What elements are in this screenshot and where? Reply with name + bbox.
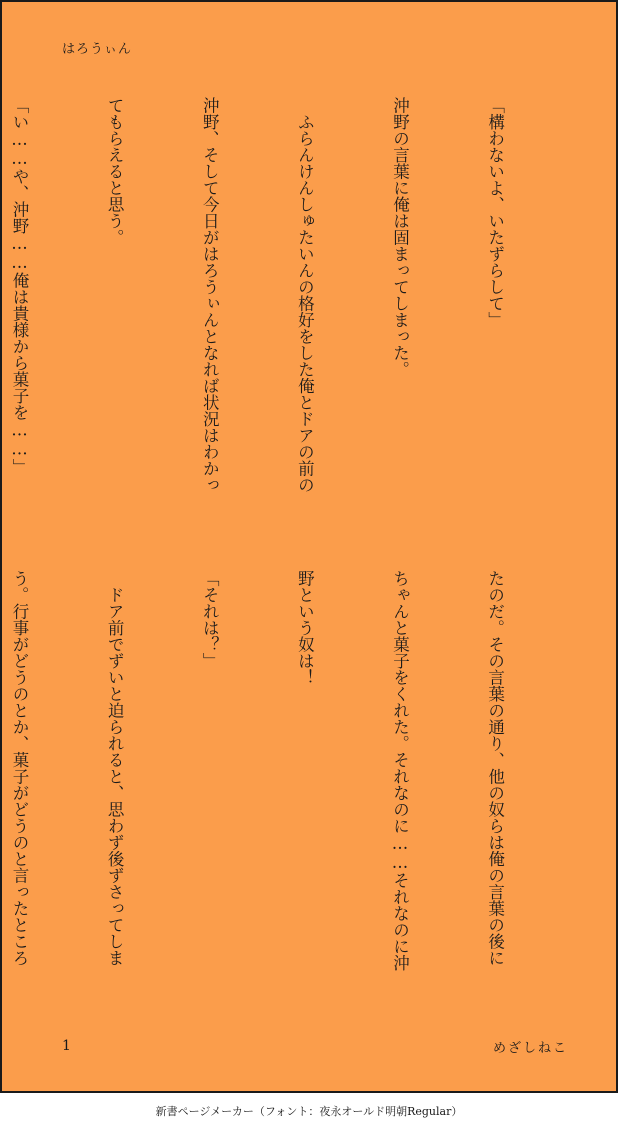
text-line: 「構わないよ、いたずらして」: [485, 97, 505, 328]
text-line: 「い……や、沖野……俺は貴様から菓子を……」: [10, 97, 30, 475]
text-line: ちゃんと菓子をくれた。それなのに……それなのに沖: [390, 570, 410, 971]
text-line: 野という奴は！: [295, 570, 315, 686]
text-line: う。行事がどうのとか、菓子がどうのと言ったところ: [10, 570, 30, 966]
text-line: 沖野の言葉に俺は固まってしまった。: [390, 97, 410, 378]
text-block-bottom: [10, 570, 574, 1000]
generator-caption: 新書ページメーカー（フォント：夜永オールド明朝Regular）: [155, 1105, 463, 1118]
text-line: たのだ。その言葉の通り、他の奴らは俺の言葉の後に: [485, 570, 505, 966]
author-name: めざしねこ: [492, 1041, 568, 1056]
page-header-title: はろうぃん: [62, 42, 133, 57]
text-line: 「それは？」: [200, 570, 220, 669]
text-line: 沖野、そして今日がはろうぃんとなれば状況はわかっ: [200, 97, 220, 493]
text-line: てもらえると思う。: [105, 97, 125, 246]
text-line: ドア前でずいと迫られると、思わず後ずさってしま: [105, 570, 125, 966]
text-block-top: [10, 97, 574, 527]
page-number: 1: [62, 1038, 71, 1054]
text-line: ふらんけんしゅたいんの格好をした俺とドアの前の: [295, 97, 315, 493]
